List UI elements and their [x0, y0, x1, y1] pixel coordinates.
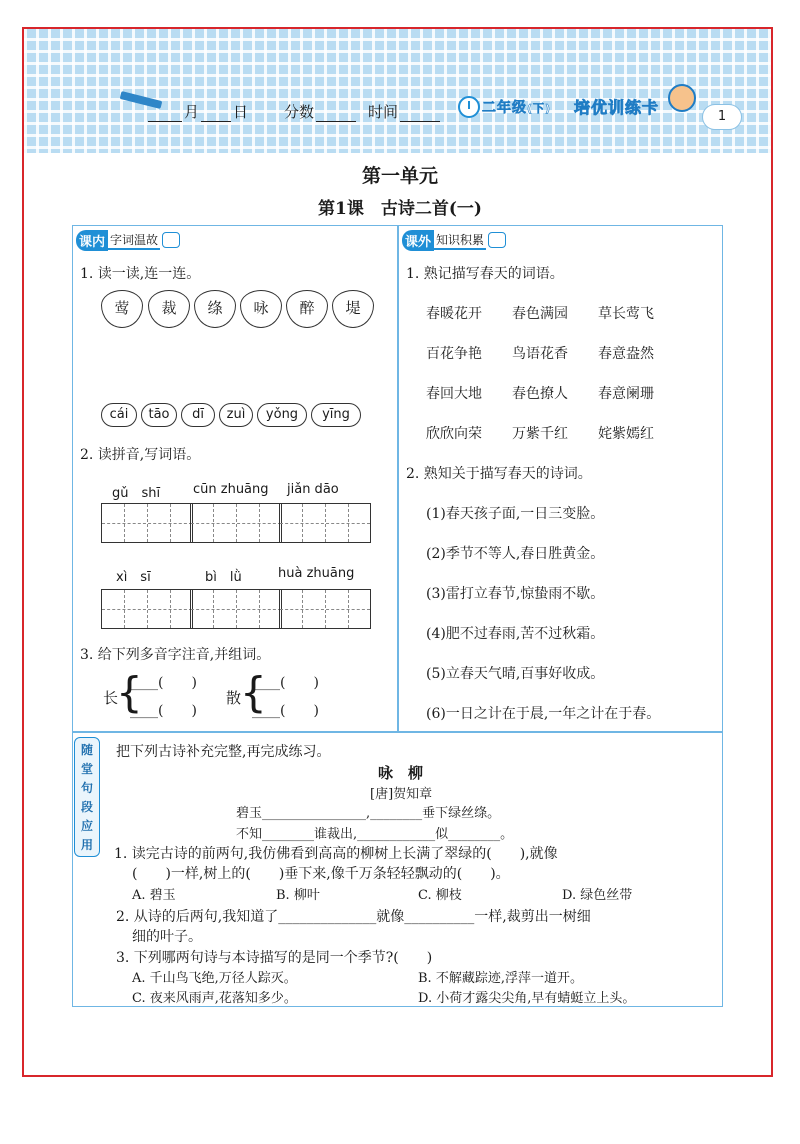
saying: (2)季节不等人,春日胜黄金。 [426, 546, 605, 562]
section-tag-vertical: 随 堂 句 段 应 用 [74, 737, 100, 857]
spring-word: 欣欣向荣 [426, 426, 482, 442]
spring-word: 百花争艳 [426, 346, 482, 362]
poem-title: 咏 柳 [378, 764, 424, 782]
unit-title: 第一单元 [361, 165, 438, 187]
lesson-title: 第1课 古诗二首(一) [318, 199, 482, 219]
bottom-q1: 1. 读完古诗的前两句,我仿佛看到高高的柳树上长满了翠绿的( ),就像 [114, 846, 558, 862]
option[interactable]: D. 小荷才露尖尖角,早有蜻蜓立上头。 [418, 991, 636, 1006]
writing-grid[interactable] [101, 589, 193, 629]
writing-grid[interactable] [101, 503, 193, 543]
heart-char: 绦 [194, 290, 236, 328]
pinyin-pill: tāo [141, 403, 177, 427]
series-title: 培优训练卡 [574, 98, 660, 117]
poem-line[interactable]: 碧玉________________,________垂下绿丝绦。 [236, 806, 501, 821]
poem-line[interactable]: 不知________谁裁出,____________似________。 [236, 827, 514, 842]
spring-word: 春意盎然 [598, 346, 654, 362]
heart-char: 堤 [332, 290, 374, 328]
clock-icon [458, 96, 480, 118]
mascot-icon [668, 84, 696, 112]
book-icon [162, 232, 180, 248]
pinyin-label: bì lǜ [205, 570, 242, 585]
spring-word: 草长莺飞 [598, 306, 654, 322]
spring-word: 鸟语花香 [512, 346, 568, 362]
bottom-q2-cont: 细的叶子。 [132, 929, 202, 945]
spring-word: 春暖花开 [426, 306, 482, 322]
option[interactable]: A. 碧玉 [132, 888, 176, 903]
brace: { [116, 668, 143, 717]
polyphone-blank[interactable]: ____( ) [130, 703, 197, 719]
option[interactable]: B. 不解藏踪迹,浮萍一道开。 [418, 971, 583, 986]
pinyin-label: jiǎn dāo [287, 482, 339, 497]
left-q1: 1. 读一读,连一连。 [80, 266, 201, 282]
pinyin-pill: yǒng [257, 403, 307, 427]
right-q1: 1. 熟记描写春天的词语。 [406, 266, 564, 282]
bottom-q2: 2. 从诗的后两句,我知道了______________就像__________一样,裁剪出一树细 [116, 909, 591, 925]
saying: (1)春天孩子面,一日三变脸。 [426, 506, 605, 522]
polyphone-char: 长 [103, 689, 119, 707]
pinyin-pill: cái [101, 403, 137, 427]
option[interactable]: C. 柳枝 [418, 888, 462, 903]
polyphone-char: 散 [226, 689, 242, 707]
writing-grid[interactable] [190, 503, 282, 543]
saying: (5)立春天气晴,百事好收成。 [426, 666, 605, 682]
left-tag: 课内 字词温故 [76, 229, 180, 251]
pinyin-pill: zuì [219, 403, 253, 427]
grade-badge: 二年级(下) [482, 100, 552, 116]
polyphone-blank[interactable]: ____( ) [130, 675, 197, 691]
spring-word: 姹紫嫣红 [598, 426, 654, 442]
polyphone-blank[interactable]: ____( ) [252, 675, 319, 691]
right-tag: 课外 知识积累 [402, 229, 506, 251]
saying: (3)雷打立春节,惊蛰雨不歇。 [426, 586, 605, 602]
page-number: 1 [702, 104, 742, 130]
option[interactable]: C. 夜来风雨声,花落知多少。 [132, 991, 297, 1006]
left-q3: 3. 给下列多音字注音,并组词。 [80, 647, 271, 663]
writing-grid[interactable] [279, 503, 371, 543]
polyphone-blank[interactable]: ____( ) [252, 703, 319, 719]
bottom-q3: 3. 下列哪两句诗与本诗描写的是同一个季节?( ) [116, 950, 433, 966]
pinyin-pill: yīng [311, 403, 361, 427]
left-q2: 2. 读拼音,写词语。 [80, 447, 201, 463]
pinyin-label: huà zhuāng [278, 566, 355, 581]
saying: (4)肥不过春雨,苦不过秋霜。 [426, 626, 605, 642]
spring-word: 万紫千红 [512, 426, 568, 442]
header-banner [24, 29, 771, 153]
header-fields: 月 日 分数 时间 [120, 101, 442, 122]
right-q2: 2. 熟知关于描写春天的诗词。 [406, 466, 592, 482]
option[interactable]: D. 绿色丝带 [562, 888, 633, 903]
option[interactable]: B. 柳叶 [276, 888, 320, 903]
pinyin-label: xì sī [116, 570, 151, 585]
spring-word: 春回大地 [426, 386, 482, 402]
heart-char: 莺 [101, 290, 143, 328]
spring-word: 春色满园 [512, 306, 568, 322]
pinyin-label: cūn zhuāng [193, 482, 269, 497]
pinyin-pill: dī [181, 403, 215, 427]
spring-word: 春意阑珊 [598, 386, 654, 402]
spring-word: 春色撩人 [512, 386, 568, 402]
book-icon [488, 232, 506, 248]
writing-grid[interactable] [190, 589, 282, 629]
poem-author: [唐]贺知章 [370, 787, 433, 802]
heart-char: 裁 [148, 290, 190, 328]
bottom-intro: 把下列古诗补充完整,再完成练习。 [116, 744, 331, 760]
brace: { [240, 668, 267, 717]
saying: (6)一日之计在于晨,一年之计在于春。 [426, 706, 661, 722]
heart-char: 醉 [286, 290, 328, 328]
bottom-q1-cont: ( )一样,树上的( )垂下来,像千万条轻轻飘动的( )。 [132, 866, 510, 882]
pinyin-label: gǔ shī [112, 486, 161, 501]
writing-grid[interactable] [279, 589, 371, 629]
heart-char: 咏 [240, 290, 282, 328]
option[interactable]: A. 千山鸟飞绝,万径人踪灭。 [132, 971, 297, 986]
